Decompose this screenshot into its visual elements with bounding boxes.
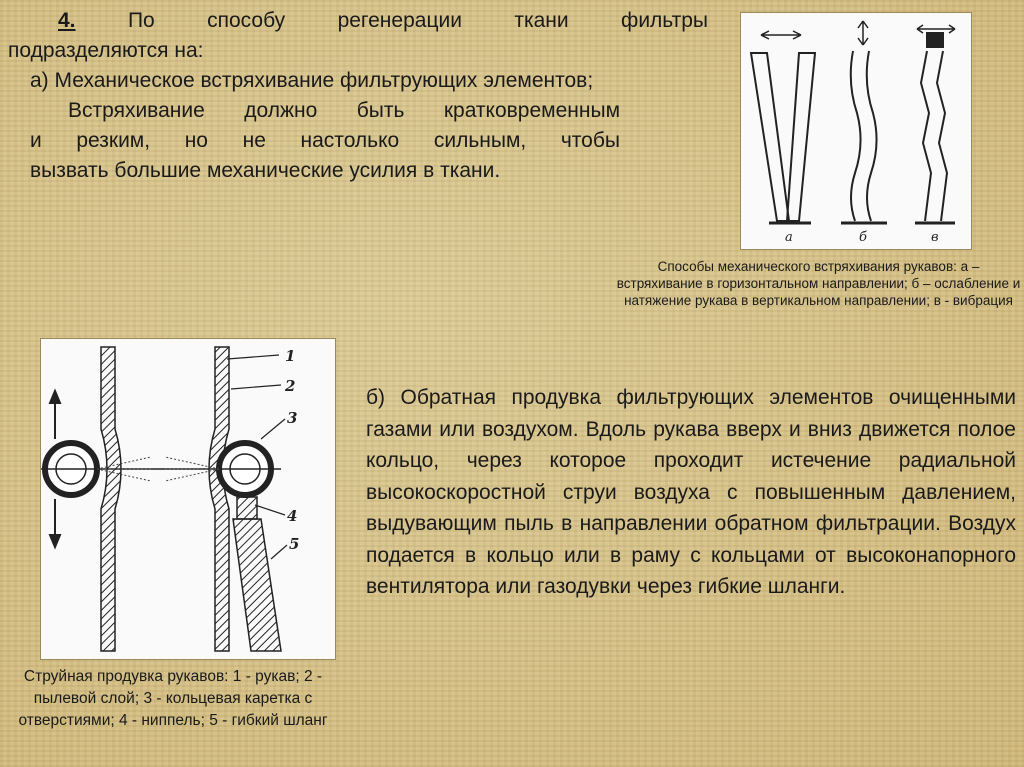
- jet-blowing-drawing: [41, 339, 335, 659]
- shake-line-3: вызвать большие механические усилия в ткани.: [30, 159, 501, 182]
- shaking-drawing: [741, 13, 971, 249]
- nipple: [237, 497, 257, 519]
- sleeve-c-left: [921, 51, 931, 221]
- figure-top-caption: Способы механического встряхивания рукавов: а – встряхивание в горизонтальном направлении; б – ослабление и натяжение рукава в вертикальном направлении; в - вибрация: [616, 259, 1021, 308]
- item-a-mechanical-shaking: а) Механическое встряхивание фильтрующих элементов;: [30, 69, 594, 92]
- section-regeneration-text: [8, 6, 708, 186]
- fig-top-label-a: а: [785, 230, 793, 245]
- section-intro-line: [8, 6, 708, 36]
- shake-line-2: и резким, но не настолько сильным, чтобы: [30, 129, 620, 152]
- figure-bottom-caption: Струйная продувка рукавов: 1 - рукав; 2 - пылевой слой; 3 - кольцевая каретка с отверстиями; 4 - ниппель; 5 - гибкий шланг: [18, 668, 328, 729]
- fig-bottom-label-1: 1: [285, 347, 296, 365]
- sleeve-c-right: [937, 51, 947, 221]
- section-number: 4.: [58, 9, 76, 32]
- fig-bottom-label-5: 5: [289, 535, 300, 553]
- shake-line-1: Встряхивание должно быть кратковременным: [68, 99, 620, 122]
- section-intro-rest: По способу регенерации ткани фильтры: [127, 9, 708, 32]
- flexible-hose: [233, 519, 281, 651]
- section-intro-line2: подразделяются на:: [8, 39, 204, 62]
- figure-mechanical-shaking: [740, 12, 972, 250]
- item-b-reverse-blowing: б) Обратная продувка фильтрующих элементов очищенными газами или воздухом. Вдоль рукава вверх и вниз движется полое кольцо, через которое проходит истечение радиальной высокоскоростной струи воздуха с повышенным давлением, выдувающим пыль в направлении обратном фильтрации. Воздух подается в кольцо или в раму с кольцами от высоконапорного вентилятора или газодувки через гибкие шланги.: [366, 386, 1016, 598]
- fig-bottom-label-4: 4: [287, 507, 298, 525]
- sleeve-wall-right: [209, 347, 229, 651]
- figure-jet-blowing: [40, 338, 336, 660]
- sleeve-b-right: [867, 51, 877, 221]
- sleeve-a-left: [751, 53, 789, 221]
- fig-top-label-b: б: [859, 230, 867, 245]
- fig-bottom-label-3: 3: [287, 409, 298, 427]
- sleeve-b-left: [851, 51, 861, 221]
- fig-bottom-label-2: 2: [285, 377, 296, 395]
- sleeve-a-right: [787, 53, 815, 221]
- fig-top-label-c: в: [931, 230, 939, 245]
- sleeve-wall-left: [101, 347, 121, 651]
